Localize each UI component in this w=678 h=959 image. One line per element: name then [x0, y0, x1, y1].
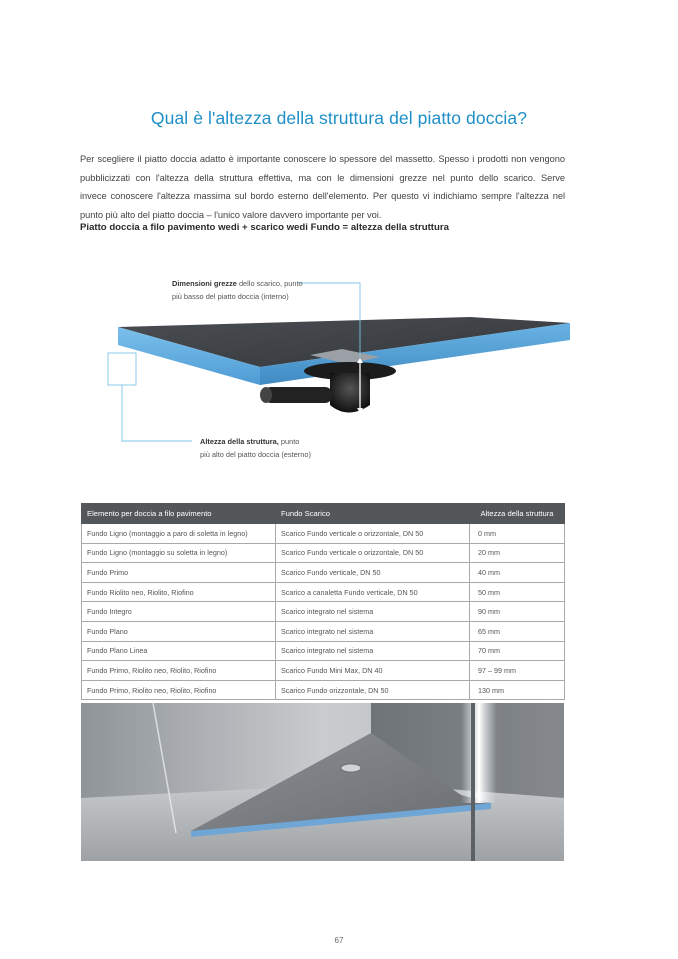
table-row [82, 563, 565, 583]
shower-scene [81, 703, 564, 861]
annotation-bold: Altezza della struttura, [200, 437, 279, 446]
cell-drain: Scarico integrato nel sistema [276, 602, 470, 622]
arrow-head [119, 379, 125, 384]
cell-height: 65 mm [470, 621, 565, 641]
formula-heading: Piatto doccia a filo pavimento wedi + scarico wedi Fundo = altezza della struttura [80, 222, 449, 233]
intro-line: pubblicizzati con l'altezza della struttura effettiva, ma con le dimensioni grezze nel punto dello scarico. Serve [80, 172, 565, 183]
cell-element: Fundo Ligno (montaggio a paro di soletta in legno) [82, 524, 276, 544]
table-row [82, 524, 565, 544]
cell-height: 50 mm [470, 582, 565, 602]
annotation-rough-dimensions [172, 277, 303, 303]
annotation-text: più basso del piatto doccia (interno) [172, 292, 289, 301]
cell-element: Fundo Primo, Riolito neo, Riolito, Riofino [82, 680, 276, 700]
drain-outlet-pipe [264, 387, 332, 403]
cell-height: 40 mm [470, 563, 565, 583]
table-row [82, 661, 565, 681]
cell-height: 20 mm [470, 543, 565, 563]
light-strip [461, 703, 497, 803]
page-number: 67 [334, 936, 344, 945]
table-row [82, 602, 565, 622]
shower-tray-illustration [80, 265, 580, 470]
cell-element: Fundo Plano Linea [82, 641, 276, 661]
cell-drain: Scarico integrato nel sistema [276, 641, 470, 661]
table-row [82, 680, 565, 700]
cell-height: 70 mm [470, 641, 565, 661]
annotation-line-bottom [122, 385, 192, 441]
table-row [82, 621, 565, 641]
shower-tray-diagram [80, 265, 580, 470]
cell-drain: Scarico Fundo Mini Max, DN 40 [276, 661, 470, 681]
annotation-text: più alto del piatto doccia (esterno) [200, 450, 311, 459]
arrow-head [119, 360, 125, 365]
intro-line: invece conoscere l'altezza massima sul bordo esterno dell'elemento. Per questo vi indichiamo sempre l'altezza nel [80, 191, 565, 202]
wall-corner [471, 703, 475, 861]
structure-height-table [81, 503, 565, 700]
header-element: Elemento per doccia a filo pavimento [82, 504, 276, 524]
cell-height: 90 mm [470, 602, 565, 622]
intro-line: Per scegliere il piatto doccia adatto è importante conoscere lo spessore del massetto. Spesso i prodotti non vengono [80, 154, 565, 164]
intro-line: punto più alto del piatto doccia – l'unico valore davvero importante per voi. [80, 209, 382, 220]
shower-photo [81, 703, 564, 861]
cell-drain: Scarico Fundo verticale o orizzontale, DN 50 [276, 524, 470, 544]
cell-element: Fundo Ligno (montaggio su soletta in legno) [82, 543, 276, 563]
page-title: Qual è l'altezza della struttura del piatto doccia? [150, 108, 528, 128]
table-header-row [82, 504, 565, 524]
annotation-structure-height [200, 435, 311, 461]
cell-drain: Scarico Fundo orizzontale, DN 50 [276, 680, 470, 700]
cell-element: Fundo Integro [82, 602, 276, 622]
header-drain: Fundo Scarico [276, 504, 470, 524]
cell-drain: Scarico integrato nel sistema [276, 621, 470, 641]
drain-body [330, 373, 370, 413]
intro-paragraph [80, 150, 565, 224]
cell-height: 97 – 99 mm [470, 661, 565, 681]
cell-drain: Scarico Fundo verticale o orizzontale, DN 50 [276, 543, 470, 563]
table-row [82, 582, 565, 602]
cell-drain: Scarico Fundo verticale, DN 50 [276, 563, 470, 583]
cell-element: Fundo Primo, Riolito neo, Riolito, Riofino [82, 661, 276, 681]
table-row [82, 543, 565, 563]
drain-pipe-end [260, 387, 272, 403]
cell-height: 130 mm [470, 680, 565, 700]
header-height: Altezza della struttura [470, 504, 565, 524]
annotation-text: punto [278, 437, 300, 446]
cell-height: 0 mm [470, 524, 565, 544]
cell-element: Fundo Riolito neo, Riolito, Riofino [82, 582, 276, 602]
table-row [82, 641, 565, 661]
annotation-bold: Dimensioni grezze [172, 279, 237, 288]
annotation-text: dello scarico, punto [236, 279, 303, 288]
cell-element: Fundo Plano [82, 621, 276, 641]
cell-drain: Scarico a canaletta Fundo verticale, DN 50 [276, 582, 470, 602]
drain-grate [341, 764, 361, 772]
cell-element: Fundo Primo [82, 563, 276, 583]
